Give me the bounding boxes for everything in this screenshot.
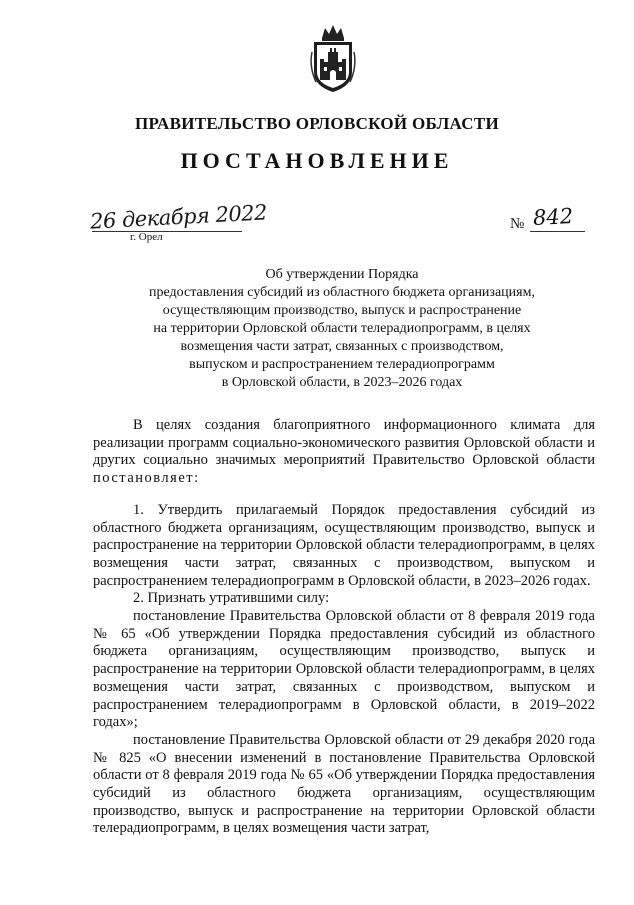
title-line: Об утверждении Порядка bbox=[265, 267, 419, 282]
number-underline bbox=[530, 231, 585, 232]
item-2b: постановление Правительства Орловской области от 29 декабря 2020 года № 825 «О внесении изменений в постановление Правительства Орловской области от 8 февраля 2019 года № 65 «Об утверждении Порядка предоставления субсидий из областного бюджета организациям, осуществляющим производство, выпуск и распространение на территории Орловской области телерадиопрограмм, в целях возмещения части затрат, bbox=[93, 731, 595, 837]
item-1: 1. Утвердить прилагаемый Порядок предоставления субсидий из областного бюджета организациям, осуществляющим производство, выпуск и распространение на территории Орловской области телерадиопрограмм, в целях возмещения части затрат, связанных с производством, выпуском и распространением телерадиопрограмм в Орловской области, в 2023–2026 годах. bbox=[93, 501, 595, 589]
government-name: ПРАВИТЕЛЬСТВО ОРЛОВСКОЙ ОБЛАСТИ bbox=[134, 114, 500, 133]
document-body bbox=[93, 417, 595, 838]
handwritten-date: 26 декабря 2022 bbox=[89, 200, 268, 234]
number-label: № bbox=[510, 216, 525, 232]
coat-of-arms-icon bbox=[308, 22, 358, 94]
title-line: предоставления субсидий из областного бюджета организациям, bbox=[149, 285, 535, 300]
document-title bbox=[90, 266, 594, 392]
handwritten-number: 842 bbox=[532, 203, 574, 231]
date-underline bbox=[92, 231, 242, 232]
title-line: осуществляющим производство, выпуск и распространение bbox=[162, 303, 522, 318]
preamble-text: В целях создания благоприятного информационного климата для реализации программ социально-экономического развития Орловской области и других социально значимых мероприятий Правительство Орловской области bbox=[93, 417, 595, 469]
city: г. Орел bbox=[130, 231, 163, 243]
title-line: на территории Орловской области телерадиопрограмм, в целях bbox=[153, 321, 531, 336]
title-line: выпуском и распространением телерадиопрограмм bbox=[189, 357, 495, 372]
document-type: ПОСТАНОВЛЕНИЕ bbox=[180, 148, 454, 173]
item-2: 2. Признать утратившими силу: bbox=[133, 590, 330, 607]
item-2a: постановление Правительства Орловской области от 8 февраля 2019 года № 65 «Об утверждении Порядка предоставления субсидий из областного бюджета организациям, осуществляющим производство, выпуск и распространение на территории Орловской области телерадиопрограмм, в целях возмещения части затрат, связанных с производством, выпуском и распространением телерадиопрограмм в Орловской области, в 2019–2022 годах»; bbox=[93, 608, 595, 731]
title-line: возмещения части затрат, связанных с производством, bbox=[180, 339, 504, 354]
preamble-keyword: постановляет: bbox=[93, 470, 200, 487]
preamble-paragraph bbox=[93, 417, 595, 488]
title-line: в Орловской области, в 2023–2026 годах bbox=[221, 375, 463, 390]
